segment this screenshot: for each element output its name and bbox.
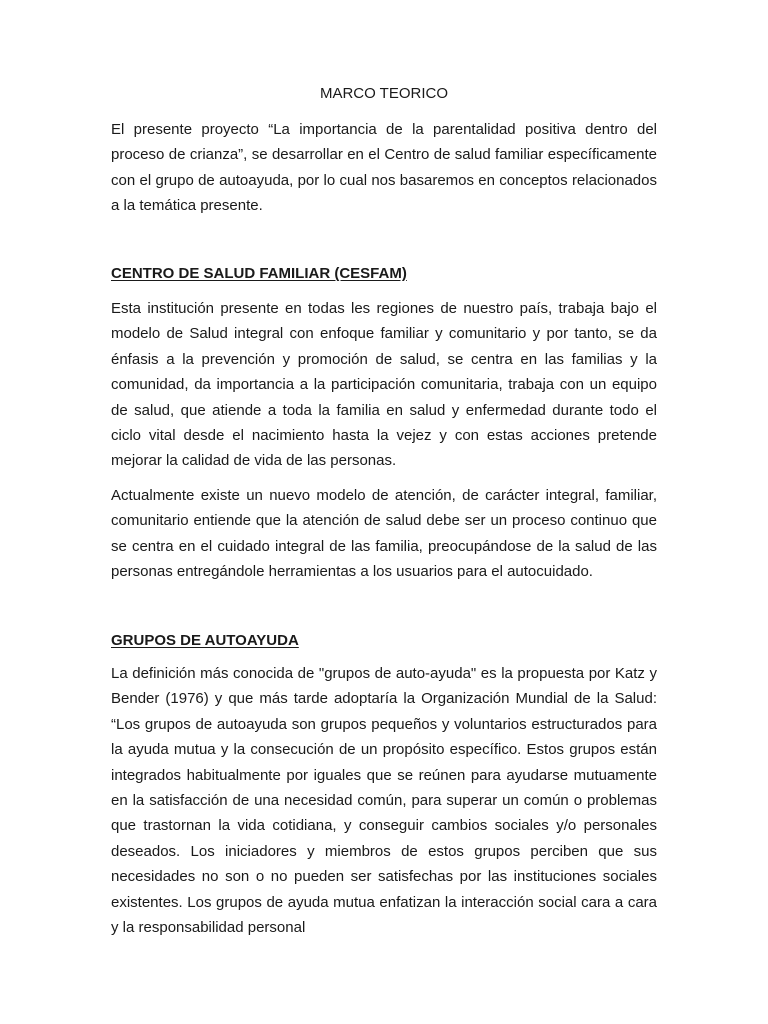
intro-paragraph: El presente proyecto “La importancia de la parentalidad positiva dentro del proceso de crianza”, se desarrollar en el Centro de salud familiar específicamente con el grupo de autoayuda, por lo cual nos basaremos en conceptos relacionados a la temática presente. (111, 121, 657, 215)
document-title: MARCO TEORICO (319, 85, 449, 102)
cesfam-paragraph-2: Actualmente existe un nuevo modelo de atención, de carácter integral, familiar, comunitario entiende que la atención de salud debe ser un proceso continuo que se centra en el cuidado integral de las familia, preocupándose de la salud de las personas entregándole herramientas a los usuarios para el autocuidado. (111, 487, 657, 581)
section-heading-cesfam: CENTRO DE SALUD FAMILIAR (CESFAM) (111, 265, 407, 282)
cesfam-paragraph-1: Esta institución presente en todas les regiones de nuestro país, trabaja bajo el modelo de Salud integral con enfoque familiar y comunitario y por tanto, se da énfasis a la prevención y promoción de salud, se centra en las familias y la comunidad, da importancia a la participación comunitaria, trabaja con un equipo de salud, que atiende a toda la familia en salud y enfermedad durante todo el ciclo vital desde el nacimiento hasta la vejez y con estas acciones pretende mejorar la calidad de vida de las personas. (111, 300, 657, 470)
section-heading-grupos-autoayuda: GRUPOS DE AUTOAYUDA (111, 632, 299, 649)
grupos-paragraph-1: La definición más conocida de "grupos de auto-ayuda" es la propuesta por Katz y Bender (1976) y que más tarde adoptaría la Organización Mundial de la Salud: “Los grupos de autoayuda son grupos pequeños y voluntarios estructurados para la ayuda mutua y la consecución de un propósito específico. Estos grupos están integrados habitualmente por iguales que se reúnen para ayudarse mutuamente en la satisfacción de una necesidad común, para superar un común o problemas que trastornan la vida cotidiana, y conseguir cambios sociales y/o personales deseados. Los iniciadores y miembros de estos grupos perciben que sus necesidades no son o no pueden ser satisfechas por las instituciones sociales existentes. Los grupos de ayuda mutua enfatizan la interacción social cara a cara y la responsabilidad personal (111, 665, 657, 937)
